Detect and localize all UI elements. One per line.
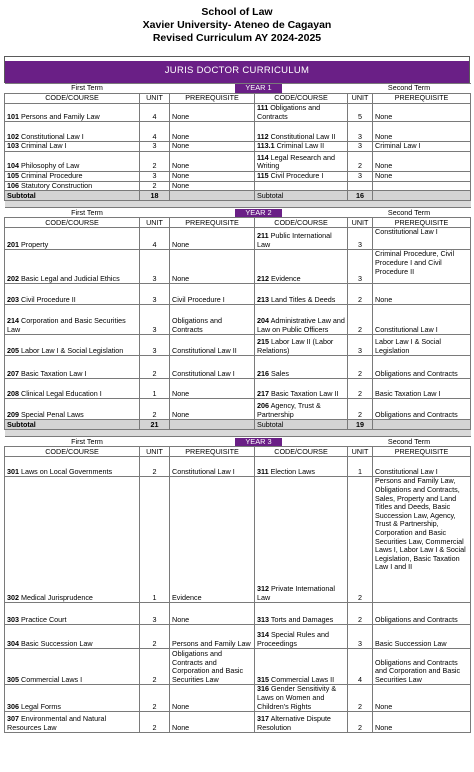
course-code: 207 bbox=[7, 368, 19, 378]
column-header-row bbox=[5, 94, 471, 104]
column-header-prerequisite: PREREQUISITE bbox=[170, 447, 255, 457]
course-code: 114 bbox=[257, 152, 269, 162]
second-term-prerequisite: Constitutional Law I bbox=[373, 305, 471, 335]
course-row bbox=[5, 305, 471, 335]
first-term-unit: 4 bbox=[140, 122, 170, 142]
course-name: Obligations and Contracts bbox=[257, 103, 321, 121]
course-code: 106 bbox=[7, 181, 19, 190]
university-name: Xavier University- Ateneo de Cagayan bbox=[142, 19, 332, 31]
second-term-prerequisite: Obligations and Contracts bbox=[373, 356, 471, 379]
second-term-label: Second Term bbox=[348, 84, 471, 94]
course-name: Constitutional Law II bbox=[270, 131, 336, 141]
first-term-unit: 2 bbox=[140, 356, 170, 379]
course-name: Laws on Local Governments bbox=[21, 466, 113, 476]
course-code: 312 bbox=[257, 584, 269, 594]
second-term-course bbox=[255, 122, 348, 142]
column-header-code-course: CODE/COURSE bbox=[5, 94, 140, 104]
first-term-course bbox=[5, 649, 140, 685]
second-term-unit: 2 bbox=[348, 305, 373, 335]
first-term-course bbox=[5, 171, 140, 181]
second-term-unit: 4 bbox=[348, 649, 373, 685]
course-name: Civil Procedure II bbox=[21, 294, 76, 304]
course-name: Basic Taxation Law II bbox=[271, 388, 339, 398]
course-row bbox=[5, 104, 471, 122]
course-name: Environmental and Natural Resources Law bbox=[7, 713, 107, 732]
second-term-course bbox=[255, 399, 348, 420]
second-term-prerequisite: None bbox=[373, 171, 471, 181]
first-term-prerequisite: None bbox=[170, 181, 255, 191]
second-term-prerequisite: Criminal Law I bbox=[373, 142, 471, 152]
second-term-prerequisite bbox=[373, 181, 471, 191]
first-term-prerequisite: None bbox=[170, 712, 255, 733]
first-term-course bbox=[5, 477, 140, 603]
course-name: Commercial Laws I bbox=[21, 674, 83, 684]
second-term-course bbox=[255, 625, 348, 649]
first-term-unit: 3 bbox=[140, 250, 170, 284]
column-header-code-course: CODE/COURSE bbox=[5, 218, 140, 228]
first-term-prerequisite: None bbox=[170, 104, 255, 122]
year-badge: YEAR 2 bbox=[235, 209, 281, 218]
course-row bbox=[5, 335, 471, 356]
course-name: Statutory Construction bbox=[21, 181, 93, 190]
course-name: Practice Court bbox=[21, 614, 67, 624]
second-term-course bbox=[255, 228, 348, 250]
course-name: Private International Law bbox=[257, 584, 335, 602]
school-name: School of Law bbox=[201, 6, 273, 18]
course-name: Constitutional Law I bbox=[21, 131, 84, 141]
first-term-unit: 4 bbox=[140, 104, 170, 122]
second-term-prerequisite: Obligations and Contracts and Corporation and Basic Securities Law bbox=[373, 649, 471, 685]
course-name: Alternative Dispute Resolution bbox=[257, 713, 331, 732]
second-term-course bbox=[255, 181, 348, 191]
course-code: 212 bbox=[257, 273, 269, 283]
course-name: Medical Jurisprudence bbox=[21, 592, 93, 602]
course-name: Commercial Laws II bbox=[271, 674, 335, 684]
course-row bbox=[5, 228, 471, 250]
course-code: 311 bbox=[257, 466, 269, 476]
first-term-prerequisite: Obligations and Contracts and Corporation and Basic Securities Law bbox=[170, 649, 255, 685]
subtotal-blank bbox=[373, 191, 471, 201]
first-term-course bbox=[5, 399, 140, 420]
course-code: 304 bbox=[7, 638, 19, 648]
course-name: Basic Legal and Judicial Ethics bbox=[21, 273, 120, 283]
second-term-unit bbox=[348, 181, 373, 191]
second-term-course bbox=[255, 142, 348, 152]
second-term-prerequisite: Basic Taxation Law I bbox=[373, 379, 471, 399]
course-code: 112 bbox=[257, 131, 269, 141]
course-name: Election Laws bbox=[270, 466, 315, 476]
subtotal-label: Subtotal bbox=[5, 191, 140, 201]
curriculum-table bbox=[4, 83, 471, 733]
first-term-prerequisite: None bbox=[170, 142, 255, 152]
subtotal-second-term: 16 bbox=[348, 191, 373, 201]
course-name: Land Titles & Deeds bbox=[271, 294, 336, 304]
subtotal-blank bbox=[170, 191, 255, 201]
column-header-code-course: CODE/COURSE bbox=[255, 447, 348, 457]
first-term-prerequisite: Constitutional Law II bbox=[170, 335, 255, 356]
column-header-unit: UNIT bbox=[348, 94, 373, 104]
course-code: 302 bbox=[7, 592, 19, 602]
course-code: 204 bbox=[257, 316, 269, 326]
course-code: 214 bbox=[7, 316, 19, 326]
column-header-code-course: CODE/COURSE bbox=[5, 447, 140, 457]
subtotal-label: Subtotal bbox=[255, 420, 348, 430]
course-code: 211 bbox=[257, 231, 269, 241]
second-term-course bbox=[255, 335, 348, 356]
second-term-course bbox=[255, 712, 348, 733]
course-name: Special Penal Laws bbox=[21, 409, 84, 419]
first-term-prerequisite: Evidence bbox=[170, 477, 255, 603]
course-code: 203 bbox=[7, 294, 19, 304]
term-header-row bbox=[5, 84, 471, 94]
course-code: 307 bbox=[7, 713, 19, 723]
course-name: Corporation and Basic Securities Law bbox=[7, 316, 126, 334]
second-term-prerequisite: Basic Succession Law bbox=[373, 625, 471, 649]
first-term-unit: 4 bbox=[140, 228, 170, 250]
course-code: 216 bbox=[257, 368, 269, 378]
course-name: Criminal Procedure bbox=[21, 171, 83, 181]
course-name: Sales bbox=[271, 368, 289, 378]
course-name: Basic Taxation Law I bbox=[21, 368, 87, 378]
course-row bbox=[5, 142, 471, 152]
first-term-course bbox=[5, 181, 140, 191]
first-term-course bbox=[5, 685, 140, 712]
first-term-prerequisite: None bbox=[170, 122, 255, 142]
course-code: 115 bbox=[257, 171, 269, 181]
course-code: 102 bbox=[7, 131, 19, 141]
column-header-prerequisite: PREREQUISITE bbox=[373, 94, 471, 104]
first-term-unit: 2 bbox=[140, 649, 170, 685]
course-code: 111 bbox=[257, 103, 269, 112]
second-term-prerequisite: Constitutional Law I bbox=[373, 228, 471, 250]
subtotal-first-term: 18 bbox=[140, 191, 170, 201]
course-code: 215 bbox=[257, 337, 269, 347]
second-term-unit: 2 bbox=[348, 399, 373, 420]
course-code: 217 bbox=[257, 388, 269, 398]
first-term-prerequisite: None bbox=[170, 171, 255, 181]
first-term-course bbox=[5, 603, 140, 625]
course-row bbox=[5, 685, 471, 712]
course-code: 305 bbox=[7, 674, 19, 684]
course-row bbox=[5, 181, 471, 191]
second-term-unit: 3 bbox=[348, 142, 373, 152]
document-header bbox=[0, 0, 474, 56]
second-term-course bbox=[255, 603, 348, 625]
course-name: Persons and Family Law bbox=[21, 111, 100, 121]
course-name: Labor Law I & Social Legislation bbox=[21, 345, 124, 355]
first-term-unit: 3 bbox=[140, 284, 170, 305]
course-name: Legal Forms bbox=[21, 701, 61, 711]
first-term-unit: 2 bbox=[140, 712, 170, 733]
course-code: 113.1 bbox=[257, 141, 275, 151]
column-header-prerequisite: PREREQUISITE bbox=[373, 447, 471, 457]
subtotal-first-term: 21 bbox=[140, 420, 170, 430]
column-header-row bbox=[5, 447, 471, 457]
second-term-course bbox=[255, 457, 348, 477]
course-name: Criminal Law I bbox=[21, 141, 67, 151]
term-header-row bbox=[5, 208, 471, 218]
second-term-unit: 2 bbox=[348, 356, 373, 379]
course-row bbox=[5, 151, 471, 171]
first-term-course bbox=[5, 284, 140, 305]
course-row bbox=[5, 250, 471, 284]
course-code: 209 bbox=[7, 409, 19, 419]
second-term-unit: 2 bbox=[348, 603, 373, 625]
column-header-unit: UNIT bbox=[348, 218, 373, 228]
section-spacer bbox=[5, 201, 471, 208]
subtotal-label: Subtotal bbox=[5, 420, 140, 430]
course-row bbox=[5, 379, 471, 399]
second-term-prerequisite: Constitutional Law I bbox=[373, 457, 471, 477]
column-header-unit: UNIT bbox=[140, 94, 170, 104]
column-header-unit: UNIT bbox=[348, 447, 373, 457]
first-term-unit: 3 bbox=[140, 335, 170, 356]
subtotal-second-term: 19 bbox=[348, 420, 373, 430]
year-cell bbox=[170, 437, 348, 447]
first-term-prerequisite: None bbox=[170, 685, 255, 712]
first-term-course bbox=[5, 457, 140, 477]
first-term-prerequisite: Persons and Family Law bbox=[170, 625, 255, 649]
year-cell bbox=[170, 84, 348, 94]
first-term-course bbox=[5, 122, 140, 142]
second-term-prerequisite: None bbox=[373, 104, 471, 122]
second-term-unit: 3 bbox=[348, 122, 373, 142]
first-term-prerequisite: Constitutional Law I bbox=[170, 356, 255, 379]
course-name: Labor Law II (Labor Relations) bbox=[257, 337, 334, 355]
course-row bbox=[5, 712, 471, 733]
course-row bbox=[5, 477, 471, 603]
course-code: 205 bbox=[7, 345, 19, 355]
first-term-unit: 1 bbox=[140, 379, 170, 399]
course-code: 208 bbox=[7, 388, 19, 398]
course-code: 316 bbox=[257, 684, 269, 694]
second-term-label: Second Term bbox=[348, 208, 471, 218]
course-row bbox=[5, 399, 471, 420]
second-term-unit: 3 bbox=[348, 335, 373, 356]
term-header-row bbox=[5, 437, 471, 447]
second-term-prerequisite: None bbox=[373, 712, 471, 733]
course-code: 104 bbox=[7, 161, 19, 171]
first-term-prerequisite: Constitutional Law I bbox=[170, 457, 255, 477]
first-term-course bbox=[5, 305, 140, 335]
first-term-course bbox=[5, 335, 140, 356]
second-term-unit: 2 bbox=[348, 477, 373, 603]
first-term-prerequisite: None bbox=[170, 151, 255, 171]
second-term-course bbox=[255, 477, 348, 603]
course-name: Special Rules and Proceedings bbox=[257, 630, 329, 648]
second-term-unit: 3 bbox=[348, 228, 373, 250]
second-term-unit: 3 bbox=[348, 171, 373, 181]
second-term-course bbox=[255, 379, 348, 399]
course-code: 213 bbox=[257, 294, 269, 304]
column-header-unit: UNIT bbox=[140, 218, 170, 228]
course-code: 105 bbox=[7, 171, 19, 181]
second-term-course bbox=[255, 104, 348, 122]
course-row bbox=[5, 356, 471, 379]
year-badge: YEAR 1 bbox=[235, 84, 281, 93]
first-term-course bbox=[5, 625, 140, 649]
second-term-course bbox=[255, 151, 348, 171]
first-term-prerequisite: None bbox=[170, 250, 255, 284]
course-row bbox=[5, 284, 471, 305]
course-row bbox=[5, 457, 471, 477]
second-term-unit: 2 bbox=[348, 284, 373, 305]
second-term-prerequisite: None bbox=[373, 685, 471, 712]
second-term-unit: 3 bbox=[348, 625, 373, 649]
first-term-prerequisite: Obligations and Contracts bbox=[170, 305, 255, 335]
course-name: Basic Succession Law bbox=[21, 638, 93, 648]
first-term-unit: 3 bbox=[140, 305, 170, 335]
subtotal-blank bbox=[373, 420, 471, 430]
program-banner bbox=[4, 56, 470, 83]
banner-title: JURIS DOCTOR CURRICULUM bbox=[164, 65, 310, 76]
course-name: Torts and Damages bbox=[270, 614, 334, 624]
course-code: 303 bbox=[7, 614, 19, 624]
curriculum-title: Revised Curriculum AY 2024-2025 bbox=[152, 32, 322, 44]
year-cell bbox=[170, 208, 348, 218]
first-term-label: First Term bbox=[5, 84, 170, 94]
year-badge: YEAR 3 bbox=[235, 438, 281, 447]
subtotal-blank bbox=[170, 420, 255, 430]
first-term-unit: 2 bbox=[140, 625, 170, 649]
course-name: Property bbox=[21, 239, 49, 249]
course-code: 202 bbox=[7, 273, 19, 283]
second-term-course bbox=[255, 356, 348, 379]
course-name: Administrative Law and Law on Public Officers bbox=[257, 316, 345, 334]
course-code: 101 bbox=[7, 111, 19, 121]
course-row bbox=[5, 649, 471, 685]
subtotal-row bbox=[5, 191, 471, 201]
second-term-unit: 2 bbox=[348, 379, 373, 399]
course-name: Legal Research and Writing bbox=[257, 152, 335, 171]
second-term-course bbox=[255, 649, 348, 685]
second-term-prerequisite: Criminal Procedure, Civil Procedure I and Civil Procedure II bbox=[373, 250, 471, 284]
first-term-course bbox=[5, 250, 140, 284]
first-term-course bbox=[5, 356, 140, 379]
course-row bbox=[5, 122, 471, 142]
second-term-course bbox=[255, 284, 348, 305]
spacer-cell bbox=[5, 201, 471, 208]
course-name: Philosophy of Law bbox=[21, 161, 80, 171]
course-name: Criminal Law II bbox=[276, 141, 325, 151]
second-term-unit: 1 bbox=[348, 457, 373, 477]
subtotal-row bbox=[5, 420, 471, 430]
course-name: Evidence bbox=[271, 273, 301, 283]
second-term-prerequisite: Persons and Family Law, Obligations and Contracts, Sales, Property and Land Titles and Deeds, Basic Succession Law, Agency, Trust & Partnership, Corporation and Basic Securities Law, Commercial Laws I, Labor Law I & Social Legislation, Basic Taxation Law I and II bbox=[373, 477, 471, 603]
course-code: 206 bbox=[257, 401, 269, 411]
first-term-unit: 2 bbox=[140, 151, 170, 171]
course-row bbox=[5, 603, 471, 625]
column-header-row bbox=[5, 218, 471, 228]
course-code: 103 bbox=[7, 141, 19, 151]
spacer-cell bbox=[5, 430, 471, 437]
second-term-unit: 3 bbox=[348, 250, 373, 284]
first-term-prerequisite: Civil Procedure I bbox=[170, 284, 255, 305]
first-term-label: First Term bbox=[5, 208, 170, 218]
second-term-unit: 2 bbox=[348, 685, 373, 712]
second-term-prerequisite: Labor Law I & Social Legislation bbox=[373, 335, 471, 356]
first-term-unit: 2 bbox=[140, 181, 170, 191]
first-term-unit: 1 bbox=[140, 477, 170, 603]
second-term-prerequisite: Obligations and Contracts bbox=[373, 603, 471, 625]
course-name: Clinical Legal Education I bbox=[21, 388, 102, 398]
first-term-course bbox=[5, 142, 140, 152]
first-term-unit: 2 bbox=[140, 457, 170, 477]
section-spacer bbox=[5, 430, 471, 437]
course-code: 317 bbox=[257, 713, 269, 723]
first-term-prerequisite: None bbox=[170, 399, 255, 420]
column-header-unit: UNIT bbox=[140, 447, 170, 457]
first-term-course bbox=[5, 228, 140, 250]
course-code: 306 bbox=[7, 701, 19, 711]
first-term-unit: 3 bbox=[140, 603, 170, 625]
first-term-unit: 2 bbox=[140, 685, 170, 712]
first-term-prerequisite: None bbox=[170, 603, 255, 625]
first-term-course bbox=[5, 379, 140, 399]
first-term-course bbox=[5, 151, 140, 171]
course-row bbox=[5, 171, 471, 181]
course-name: Public International Law bbox=[257, 231, 332, 249]
course-row bbox=[5, 625, 471, 649]
first-term-unit: 2 bbox=[140, 399, 170, 420]
first-term-prerequisite: None bbox=[170, 228, 255, 250]
column-header-prerequisite: PREREQUISITE bbox=[170, 94, 255, 104]
second-term-unit: 2 bbox=[348, 712, 373, 733]
second-term-course bbox=[255, 685, 348, 712]
first-term-prerequisite: None bbox=[170, 379, 255, 399]
first-term-unit: 3 bbox=[140, 171, 170, 181]
course-code: 301 bbox=[7, 466, 19, 476]
second-term-course bbox=[255, 250, 348, 284]
second-term-prerequisite: None bbox=[373, 284, 471, 305]
column-header-code-course: CODE/COURSE bbox=[255, 94, 348, 104]
column-header-code-course: CODE/COURSE bbox=[255, 218, 348, 228]
course-name: Civil Procedure I bbox=[270, 171, 324, 181]
column-header-prerequisite: PREREQUISITE bbox=[373, 218, 471, 228]
course-code: 313 bbox=[257, 614, 269, 624]
subtotal-label: Subtotal bbox=[255, 191, 348, 201]
second-term-prerequisite: None bbox=[373, 151, 471, 171]
second-term-unit: 2 bbox=[348, 151, 373, 171]
course-code: 201 bbox=[7, 239, 19, 249]
first-term-label: First Term bbox=[5, 437, 170, 447]
second-term-label: Second Term bbox=[348, 437, 471, 447]
first-term-course bbox=[5, 104, 140, 122]
course-name: Gender Sensitivity & Laws on Women and Children's Rights bbox=[257, 684, 337, 711]
column-header-prerequisite: PREREQUISITE bbox=[170, 218, 255, 228]
first-term-unit: 3 bbox=[140, 142, 170, 152]
second-term-prerequisite: Obligations and Contracts bbox=[373, 399, 471, 420]
course-code: 314 bbox=[257, 630, 269, 640]
first-term-course bbox=[5, 712, 140, 733]
second-term-course bbox=[255, 171, 348, 181]
course-name: Agency, Trust & Partnership bbox=[257, 401, 321, 419]
second-term-prerequisite: None bbox=[373, 122, 471, 142]
course-code: 315 bbox=[257, 674, 269, 684]
second-term-course bbox=[255, 305, 348, 335]
second-term-unit: 5 bbox=[348, 104, 373, 122]
